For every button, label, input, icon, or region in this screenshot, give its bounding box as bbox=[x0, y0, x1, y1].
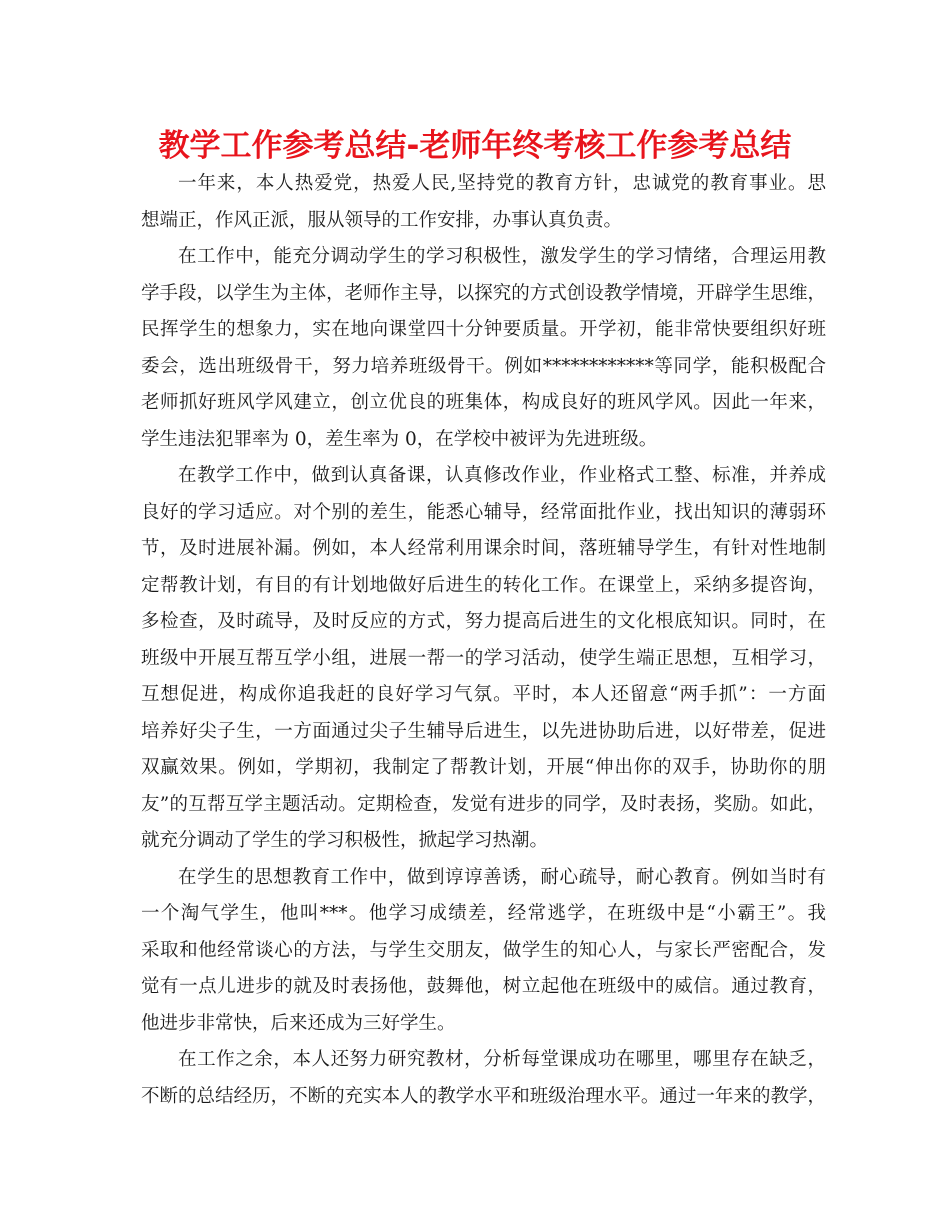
body-line: 一年来，本人热爱党，热爱人民,坚持党的教育方针，忠诚党的教育事业。思 bbox=[178, 173, 826, 194]
body-line: 班级中开展互帮互学小组，进展一帮一的学习活动，使学生端正思想，互相学习， bbox=[141, 647, 826, 669]
body-line: 他进步非常快，后来还成为三好学生。 bbox=[141, 1012, 456, 1034]
body-line: 老师抓好班风学风建立，创立优良的班集体，构成良好的班风学风。因此一年来， bbox=[141, 392, 826, 413]
body-line: 在工作中，能充分调动学生的学习积极性，激发学生的学习情绪，合理运用教 bbox=[178, 246, 826, 267]
body-line: 想端正，作风正派，服从领导的工作安排，办事认真负责。 bbox=[141, 209, 623, 231]
body-line: 节，及时进展补漏。例如，本人经常利用课余时间，落班辅导学生，有针对性地制 bbox=[141, 538, 826, 559]
body-line: 一个淘气学生，他叫***。他学习成绩差，经常逃学，在班级中是“小霸王”。我 bbox=[141, 903, 826, 924]
body-line: 多检查，及时疏导，及时反应的方式，努力提高后进生的文化根底知识。同时，在 bbox=[141, 611, 826, 632]
body-line: 在工作之余，本人还努力研究教材，分析每堂课成功在哪里，哪里存在缺乏， bbox=[178, 1049, 826, 1070]
body-line: 在学生的思想教育工作中，做到谆谆善诱，耐心疏导，耐心教育。例如当时有 bbox=[178, 866, 826, 888]
document-body bbox=[141, 166, 826, 1115]
document-title: 教学工作参考总结-老师年终考核工作参考总结 bbox=[158, 128, 792, 164]
body-line: 定帮教计划，有目的有计划地做好后进生的转化工作。在课堂上，采纳多提咨询， bbox=[141, 574, 826, 596]
body-line: 就充分调动了学生的学习积极性，掀起学习热潮。 bbox=[141, 830, 549, 851]
body-line: 在教学工作中，做到认真备课，认真修改作业，作业格式工整、标准，并养成 bbox=[178, 465, 826, 486]
body-line: 委会，选出班级骨干，努力培养班级骨干。例如************等同学，能积极配合 bbox=[141, 355, 826, 377]
body-line: 学手段，以学生为主体，老师作主导，以探究的方式创设教学情境，开辟学生思维， bbox=[141, 282, 826, 304]
body-line: 学生违法犯罪率为 0，差生率为 0，在学校中被评为先进班级。 bbox=[141, 428, 658, 450]
body-line: 双赢效果。例如，学期初，我制定了帮教计划，开展“伸出你的双手，协助你的朋 bbox=[141, 757, 826, 778]
body-line: 培养好尖子生，一方面通过尖子生辅导后进生，以先进协助后进，以好带差，促进 bbox=[141, 720, 826, 742]
body-line: 良好的学习适应。对个别的差生，能悉心辅导，经常面批作业，找出知识的薄弱环 bbox=[141, 501, 826, 523]
body-line: 民挥学生的想象力，实在地向课堂四十分钟要质量。开学初，能非常快要组织好班 bbox=[141, 319, 826, 340]
body-line: 觉有一点儿进步的就及时表扬他，鼓舞他，树立起他在班级中的威信。通过教育， bbox=[141, 976, 826, 997]
body-line: 友”的互帮互学主题活动。定期检查，发觉有进步的同学，及时表扬，奖励。如此， bbox=[141, 793, 826, 815]
body-line: 采取和他经常谈心的方法，与学生交朋友，做学生的知心人，与家长严密配合，发 bbox=[141, 939, 826, 961]
body-line: 不断的总结经历，不断的充实本人的教学水平和班级治理水平。通过一年来的教学， bbox=[141, 1085, 826, 1107]
body-line: 互想促进，构成你追我赶的良好学习气氛。平时，本人还留意“两手抓”：一方面 bbox=[141, 684, 826, 705]
